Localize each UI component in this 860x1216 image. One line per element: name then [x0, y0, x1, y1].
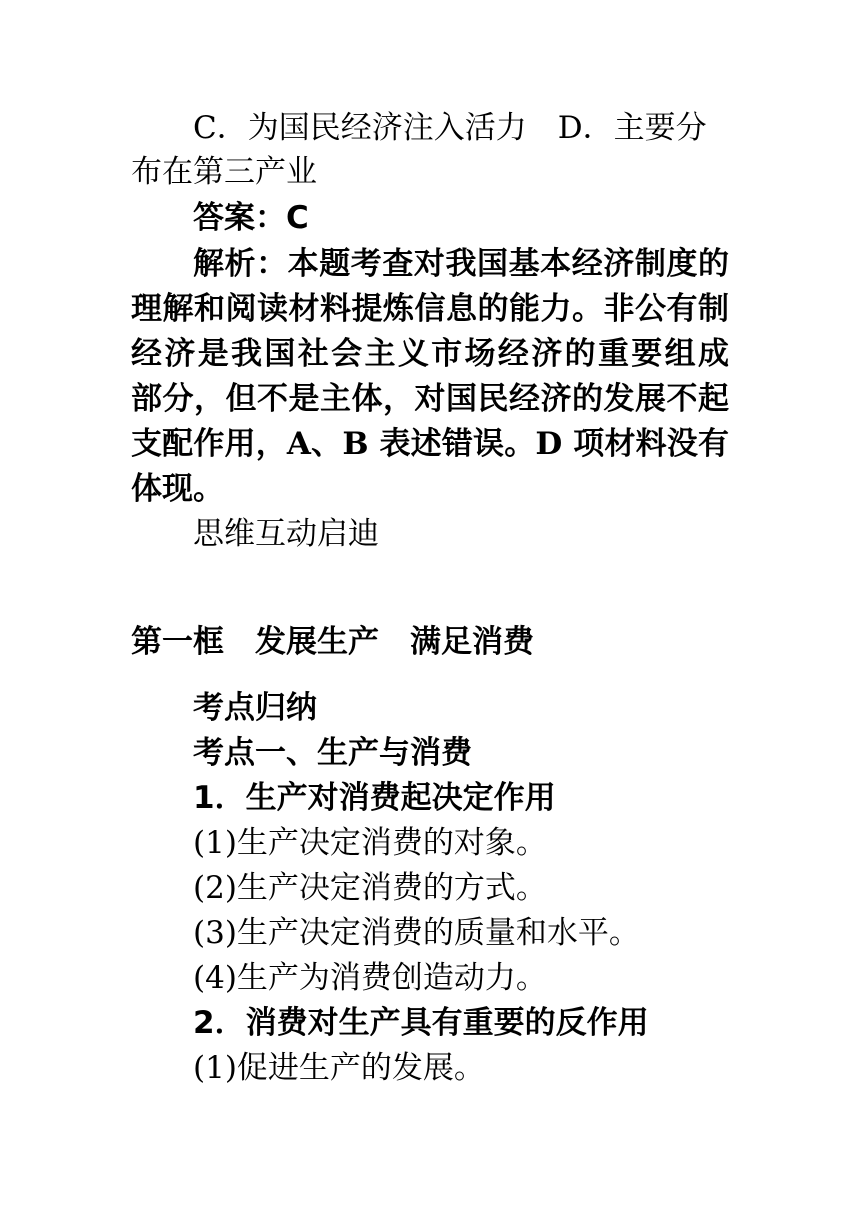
chapter-title: 第一框 发展生产 满足消费 — [131, 624, 534, 660]
sub1-item-2: (2)生产决定消费的方式。 — [193, 870, 547, 906]
sub1-item-3: (3)生产决定消费的质量和水平。 — [193, 915, 640, 951]
options-line-1: C．为国民经济注入活力 D．主要分 — [193, 110, 707, 146]
analysis-line-1: 解析：本题考查对我国基本经济制度的 — [193, 246, 729, 282]
answer-line: 答案：C — [193, 200, 309, 236]
analysis-line-2: 理解和阅读材料提炼信息的能力。非公有制 — [131, 291, 729, 327]
sub1-item-1: (1)生产决定消费的对象。 — [193, 825, 547, 861]
sub1-item-4: (4)生产为消费创造动力。 — [193, 960, 547, 996]
analysis-line-5: 支配作用，A、B 表述错误。D 项材料没有 — [131, 426, 729, 462]
analysis-line-4: 部分，但不是主体，对国民经济的发展不起 — [131, 381, 729, 417]
options-line-2: 布在第三产业 — [131, 154, 317, 190]
sub2-item-1: (1)促进生产的发展。 — [193, 1050, 485, 1086]
summary-heading: 考点归纳 — [193, 690, 317, 726]
sub1-heading: 1．生产对消费起决定作用 — [193, 780, 556, 816]
sub2-heading: 2．消费对生产具有重要的反作用 — [193, 1005, 649, 1041]
section-note: 思维互动启迪 — [193, 516, 379, 552]
point-heading: 考点一、生产与消费 — [193, 735, 472, 771]
analysis-line-3: 经济是我国社会主义市场经济的重要组成 — [131, 336, 729, 372]
analysis-line-6: 体现。 — [131, 471, 224, 507]
